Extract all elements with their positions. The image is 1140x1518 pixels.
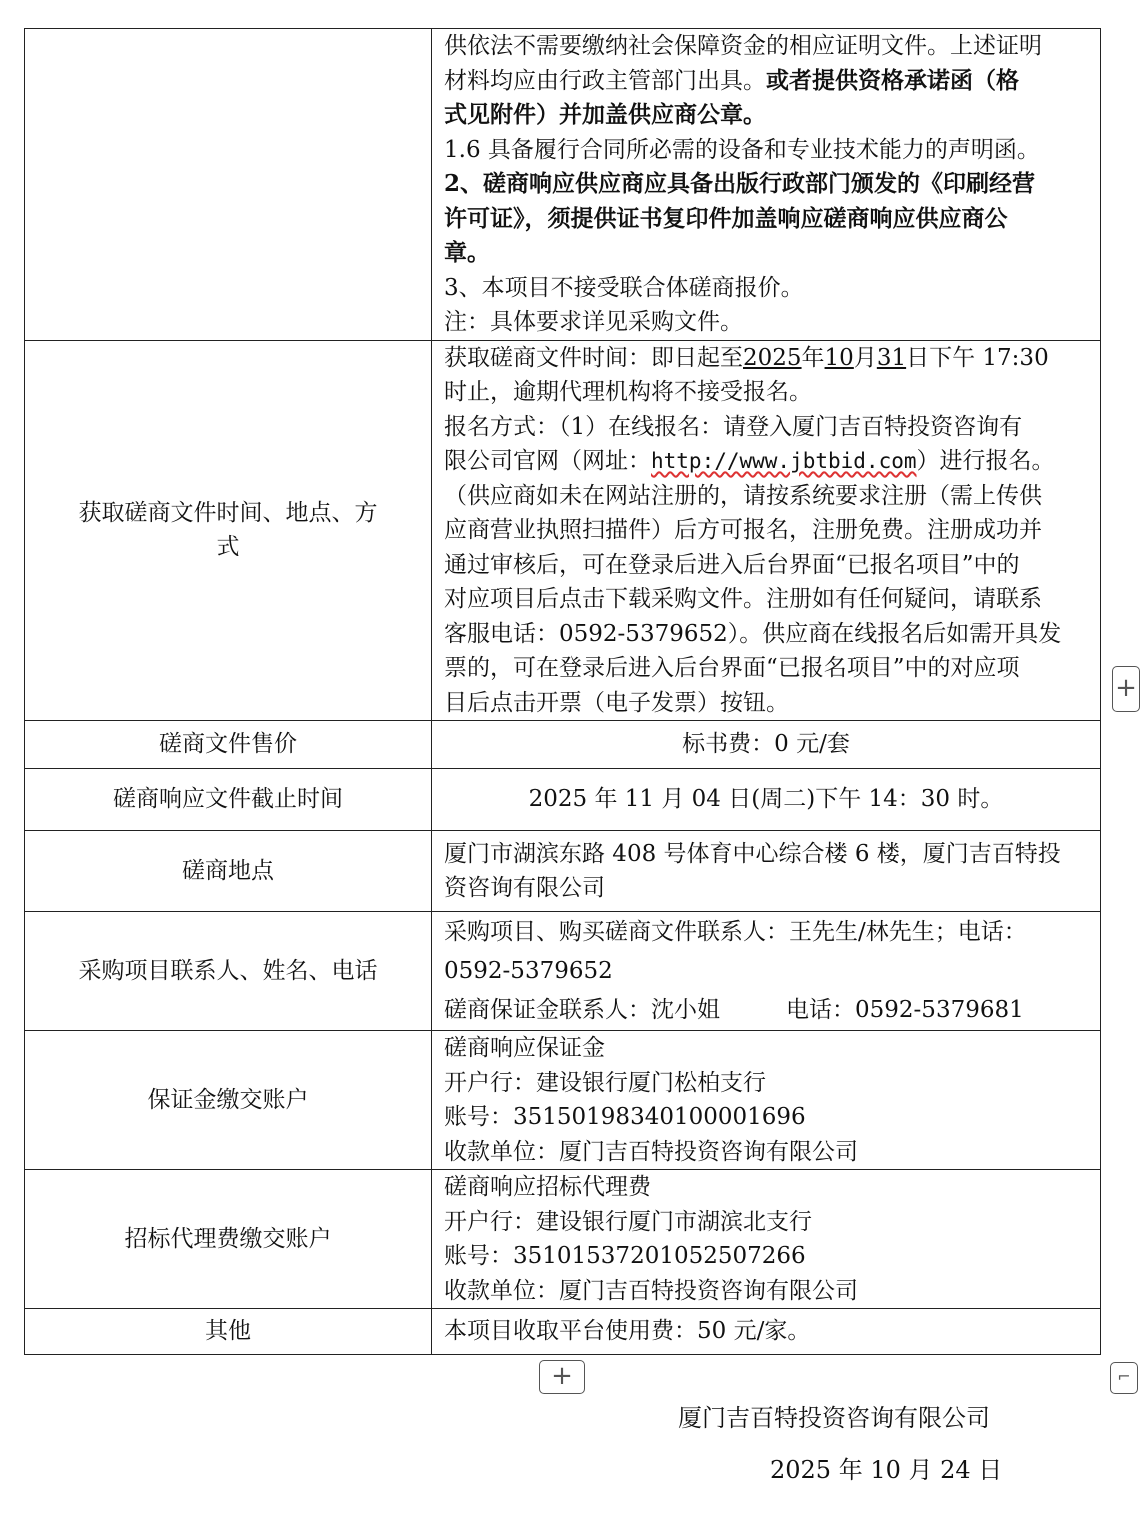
agency-fee-account-value bbox=[432, 1170, 1101, 1309]
text-line: 资咨询有限公司 bbox=[444, 875, 605, 901]
text-line: 许可证》，须提供证书复印件加盖响应磋商响应供应商公 bbox=[444, 204, 1008, 232]
label-cell: 采购项目联系人、姓名、电话 bbox=[25, 912, 432, 1031]
label-cell: 磋商文件售价 bbox=[25, 721, 432, 769]
text-line: 收款单位：厦门吉百特投资咨询有限公司 bbox=[444, 1138, 858, 1165]
text-line: 式见附件）并加盖供应商公章。 bbox=[444, 101, 766, 128]
deadline-value: 2025 年 11 月 04 日(周二)下午 14：30 时。 bbox=[432, 769, 1101, 831]
signature-date: 2025 年 10 月 24 日 bbox=[770, 1456, 1003, 1484]
table-row-deadline bbox=[25, 769, 1101, 831]
text-line: 开户行：建设银行厦门市湖滨北支行 bbox=[444, 1208, 812, 1235]
obtain-documents-content bbox=[432, 340, 1101, 721]
text-line: 1.6 具备履行合同所必需的设备和专业技术能力的声明函。 bbox=[444, 136, 1040, 163]
text-line: 账号：35101537201052507266 bbox=[444, 1243, 806, 1269]
text-line: 目后点击开票（电子发票）按钮。 bbox=[444, 689, 789, 716]
signature-company: 厦门吉百特投资咨询有限公司 bbox=[678, 1404, 990, 1432]
text-line: 账号：35150198340100001696 bbox=[444, 1104, 806, 1130]
text-line: 开户行：建设银行厦门松柏支行 bbox=[444, 1069, 766, 1096]
table-row-other bbox=[25, 1309, 1101, 1355]
text-line: 应商营业执照扫描件）后方可报名，注册免费。注册成功并 bbox=[444, 517, 1042, 543]
text-line: 采购项目、购买磋商文件联系人：王先生/林先生；电话： bbox=[444, 918, 1027, 945]
add-column-button[interactable]: + bbox=[1112, 666, 1140, 712]
text-line: 获取磋商文件时间：即日起至2025年10月31日下午 17:30 bbox=[444, 344, 1049, 371]
contacts-value bbox=[432, 912, 1101, 1031]
text-line: 磋商保证金联系人：沈小姐 电话：0592-5379681 bbox=[444, 996, 1024, 1023]
table-row-location bbox=[25, 831, 1101, 912]
text-line: 报名方式：（1）在线报名：请登入厦门吉百特投资咨询有 bbox=[444, 413, 1023, 440]
table-resize-handle[interactable]: ⌐ bbox=[1110, 1362, 1138, 1394]
text-line: 2、磋商响应供应商应具备出版行政部门颁发的《印刷经营 bbox=[444, 170, 1036, 197]
table-row-qualification bbox=[25, 29, 1101, 341]
text-line: （供应商如未在网站注册的，请按系统要求注册（需上传供 bbox=[444, 482, 1042, 509]
label-cell: 磋商响应文件截止时间 bbox=[25, 769, 432, 831]
location-value bbox=[432, 831, 1101, 912]
requirements-table bbox=[24, 28, 1101, 1355]
text-line: 材料均应由行政主管部门出具。或者提供资格承诺函（格 bbox=[444, 66, 1019, 94]
text-line: 0592-5379652 bbox=[444, 957, 613, 984]
text-line: 客服电话：0592-5379652）。供应商在线报名后如需开具发 bbox=[444, 620, 1062, 647]
text-line: 3、本项目不接受联合体磋商报价。 bbox=[444, 274, 804, 301]
text-line: 供依法不需要缴纳社会保障资金的相应证明文件。上述证明 bbox=[444, 33, 1042, 59]
table-row-obtain-documents bbox=[25, 340, 1101, 721]
text-line: 磋商响应招标代理费 bbox=[444, 1174, 651, 1200]
add-row-button[interactable]: + bbox=[539, 1360, 585, 1394]
table-row-deposit-account bbox=[25, 1031, 1101, 1170]
text-line: 章。 bbox=[444, 239, 490, 266]
label-cell: 磋商地点 bbox=[25, 831, 432, 912]
text-line: 磋商响应保证金 bbox=[444, 1035, 605, 1061]
text-line: 时止，逾期代理机构将不接受报名。 bbox=[444, 379, 812, 405]
text-line: 厦门市湖滨东路 408 号体育中心综合楼 6 楼，厦门吉百特投 bbox=[444, 840, 1061, 867]
text-line: 票的，可在登录后进入后台界面“已报名项目”中的对应项 bbox=[444, 655, 1020, 681]
text-line: 对应项目后点击下载采购文件。注册如有任何疑问，请联系 bbox=[444, 586, 1042, 612]
label-cell: 招标代理费缴交账户 bbox=[25, 1170, 432, 1309]
document-price-value: 标书费：0 元/套 bbox=[432, 721, 1101, 769]
table-row-agency-fee-account bbox=[25, 1170, 1101, 1309]
website-link[interactable]: http://www.jbtbid.com bbox=[651, 449, 917, 473]
label-cell: 获取磋商文件时间、地点、方 式 bbox=[25, 340, 432, 721]
table-row-document-price bbox=[25, 721, 1101, 769]
label-cell-empty bbox=[25, 29, 432, 341]
text-line: 通过审核后，可在登录后进入后台界面“已报名项目”中的 bbox=[444, 551, 1020, 578]
text-line: 收款单位：厦门吉百特投资咨询有限公司 bbox=[444, 1277, 858, 1304]
text-line: 限公司官网（网址：http://www.jbtbid.com）进行报名。 bbox=[444, 448, 1055, 474]
qualification-content bbox=[432, 29, 1101, 341]
table-row-contacts bbox=[25, 912, 1101, 1031]
other-value: 本项目收取平台使用费：50 元/家。 bbox=[432, 1309, 1101, 1355]
text-line: 注：具体要求详见采购文件。 bbox=[444, 309, 743, 335]
label-cell: 保证金缴交账户 bbox=[25, 1031, 432, 1170]
deposit-account-value bbox=[432, 1031, 1101, 1170]
label-cell: 其他 bbox=[25, 1309, 432, 1355]
